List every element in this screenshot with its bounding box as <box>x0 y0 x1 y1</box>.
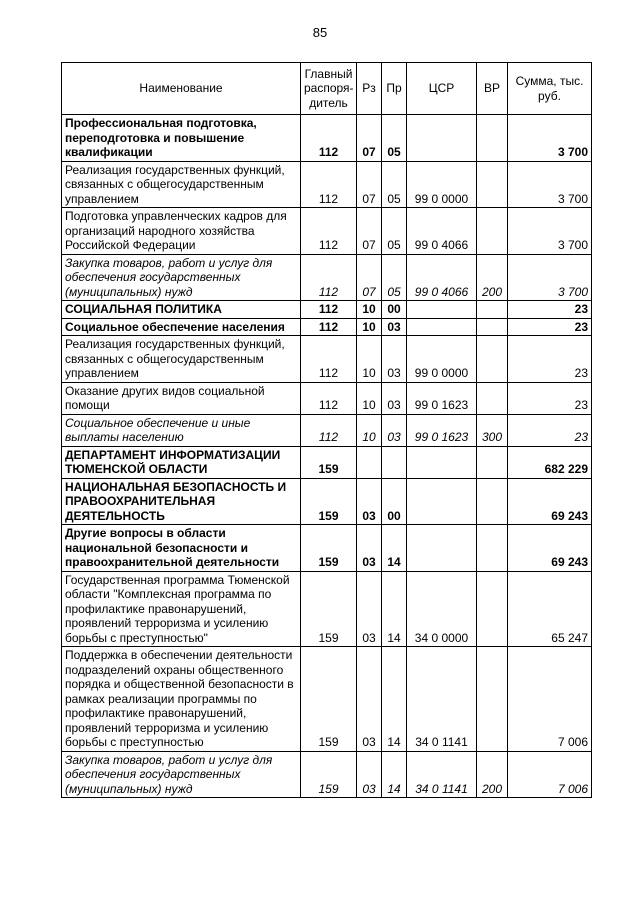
cell-pr: 14 <box>382 571 407 647</box>
table-row <box>62 478 592 525</box>
cell-admin: 112 <box>301 414 357 446</box>
cell-sum: 7 006 <box>508 647 592 752</box>
cell-name: Оказание других видов социальной помощи <box>62 382 301 414</box>
cell-pr: 14 <box>382 525 407 572</box>
cell-name: Закупка товаров, работ и услуг для обеспечения государственных (муниципальных) нужд <box>62 254 301 301</box>
cell-name: Подготовка управленческих кадров для организаций народного хозяйства Российской Федерации <box>62 208 301 255</box>
cell-sum: 23 <box>508 414 592 446</box>
cell-sum: 69 243 <box>508 525 592 572</box>
cell-pr: 03 <box>382 336 407 383</box>
cell-rz: 03 <box>357 647 382 752</box>
cell-sum: 65 247 <box>508 571 592 647</box>
cell-pr: 03 <box>382 382 407 414</box>
cell-rz: 10 <box>357 382 382 414</box>
header-csr: ЦСР <box>407 63 477 115</box>
cell-vr: 200 <box>477 254 508 301</box>
header-sum: Сумма, тыс. руб. <box>508 63 592 115</box>
table-row <box>62 382 592 414</box>
cell-rz: 07 <box>357 115 382 162</box>
cell-admin: 112 <box>301 254 357 301</box>
cell-csr: 34 0 1141 <box>407 647 477 752</box>
cell-admin: 159 <box>301 571 357 647</box>
cell-name: СОЦИАЛЬНАЯ ПОЛИТИКА <box>62 301 301 319</box>
table-row <box>62 647 592 752</box>
cell-vr <box>477 318 508 336</box>
cell-vr <box>477 446 508 478</box>
cell-pr: 00 <box>382 301 407 319</box>
header-admin: Главный распоря-дитель <box>301 63 357 115</box>
cell-admin: 159 <box>301 647 357 752</box>
cell-admin: 112 <box>301 301 357 319</box>
cell-csr <box>407 478 477 525</box>
cell-vr <box>477 301 508 319</box>
cell-vr <box>477 478 508 525</box>
cell-vr <box>477 161 508 208</box>
cell-admin: 112 <box>301 382 357 414</box>
cell-name: Государственная программа Тюменской области "Комплексная программа по профилактике правонарушений, проявлений терроризма и усилению борьбы с преступностью" <box>62 571 301 647</box>
cell-admin: 112 <box>301 115 357 162</box>
table-row <box>62 414 592 446</box>
cell-csr <box>407 318 477 336</box>
table-row <box>62 115 592 162</box>
cell-pr: 05 <box>382 254 407 301</box>
page-number: 85 <box>312 25 328 40</box>
cell-admin: 112 <box>301 161 357 208</box>
cell-pr: 03 <box>382 414 407 446</box>
cell-csr: 34 0 1141 <box>407 751 477 798</box>
cell-sum: 23 <box>508 382 592 414</box>
cell-csr <box>407 525 477 572</box>
cell-sum: 69 243 <box>508 478 592 525</box>
cell-name: Закупка товаров, работ и услуг для обеспечения государственных (муниципальных) нужд <box>62 751 301 798</box>
cell-rz: 10 <box>357 318 382 336</box>
cell-sum: 3 700 <box>508 208 592 255</box>
header-name: Наименование <box>62 63 301 115</box>
table-row <box>62 254 592 301</box>
cell-name: Реализация государственных функций, связанных с общегосударственным управлением <box>62 161 301 208</box>
cell-vr: 300 <box>477 414 508 446</box>
cell-pr: 05 <box>382 161 407 208</box>
cell-vr <box>477 525 508 572</box>
cell-sum: 23 <box>508 301 592 319</box>
cell-rz: 07 <box>357 161 382 208</box>
cell-pr: 14 <box>382 647 407 752</box>
cell-name: НАЦИОНАЛЬНАЯ БЕЗОПАСНОСТЬ И ПРАВООХРАНИТЕЛЬНАЯ ДЕЯТЕЛЬНОСТЬ <box>62 478 301 525</box>
cell-admin: 159 <box>301 446 357 478</box>
cell-name: Социальное обеспечение и иные выплаты населению <box>62 414 301 446</box>
cell-name: Поддержка в обеспечении деятельности подразделений охраны общественного порядка и общественной безопасности в рамках реализации программы по профилактике правонарушений, проявлений терроризма и усилению борьбы с преступностью <box>62 647 301 752</box>
cell-name: Социальное обеспечение населения <box>62 318 301 336</box>
cell-admin: 112 <box>301 208 357 255</box>
cell-admin: 159 <box>301 525 357 572</box>
cell-sum: 3 700 <box>508 161 592 208</box>
cell-sum: 23 <box>508 336 592 383</box>
cell-admin: 112 <box>301 318 357 336</box>
table-row <box>62 301 592 319</box>
cell-rz: 03 <box>357 478 382 525</box>
table-row <box>62 336 592 383</box>
table-row <box>62 525 592 572</box>
cell-sum: 23 <box>508 318 592 336</box>
header-rz: Рз <box>357 63 382 115</box>
cell-sum: 3 700 <box>508 115 592 162</box>
cell-pr <box>382 446 407 478</box>
cell-vr <box>477 647 508 752</box>
cell-vr <box>477 336 508 383</box>
cell-name: ДЕПАРТАМЕНТ ИНФОРМАТИЗАЦИИ ТЮМЕНСКОЙ ОБЛАСТИ <box>62 446 301 478</box>
cell-pr: 03 <box>382 318 407 336</box>
cell-vr <box>477 571 508 647</box>
table-row <box>62 751 592 798</box>
cell-name: Другие вопросы в области национальной безопасности и правоохранительной деятельности <box>62 525 301 572</box>
cell-sum: 7 006 <box>508 751 592 798</box>
cell-rz: 03 <box>357 525 382 572</box>
table-row <box>62 571 592 647</box>
cell-csr: 99 0 4066 <box>407 208 477 255</box>
cell-vr <box>477 382 508 414</box>
table-header-row <box>62 63 592 115</box>
cell-csr <box>407 301 477 319</box>
cell-csr: 99 0 1623 <box>407 414 477 446</box>
table-row <box>62 318 592 336</box>
cell-pr: 00 <box>382 478 407 525</box>
cell-csr: 34 0 0000 <box>407 571 477 647</box>
cell-vr: 200 <box>477 751 508 798</box>
cell-pr: 05 <box>382 208 407 255</box>
cell-admin: 112 <box>301 336 357 383</box>
cell-csr <box>407 446 477 478</box>
cell-vr <box>477 208 508 255</box>
cell-sum: 3 700 <box>508 254 592 301</box>
cell-name: Профессиональная подготовка, переподготовка и повышение квалификации <box>62 115 301 162</box>
budget-table <box>61 62 592 798</box>
cell-rz <box>357 446 382 478</box>
cell-admin: 159 <box>301 751 357 798</box>
cell-csr: 99 0 1623 <box>407 382 477 414</box>
cell-csr <box>407 115 477 162</box>
cell-csr: 99 0 4066 <box>407 254 477 301</box>
cell-csr: 99 0 0000 <box>407 336 477 383</box>
cell-rz: 07 <box>357 254 382 301</box>
header-pr: Пр <box>382 63 407 115</box>
header-vr: ВР <box>477 63 508 115</box>
cell-pr: 14 <box>382 751 407 798</box>
cell-rz: 07 <box>357 208 382 255</box>
cell-rz: 03 <box>357 571 382 647</box>
cell-rz: 10 <box>357 336 382 383</box>
cell-pr: 05 <box>382 115 407 162</box>
table-row <box>62 161 592 208</box>
cell-name: Реализация государственных функций, связанных с общегосударственным управлением <box>62 336 301 383</box>
cell-vr <box>477 115 508 162</box>
table-row <box>62 446 592 478</box>
cell-sum: 682 229 <box>508 446 592 478</box>
cell-rz: 10 <box>357 301 382 319</box>
cell-rz: 10 <box>357 414 382 446</box>
cell-csr: 99 0 0000 <box>407 161 477 208</box>
cell-rz: 03 <box>357 751 382 798</box>
cell-admin: 159 <box>301 478 357 525</box>
table-row <box>62 208 592 255</box>
